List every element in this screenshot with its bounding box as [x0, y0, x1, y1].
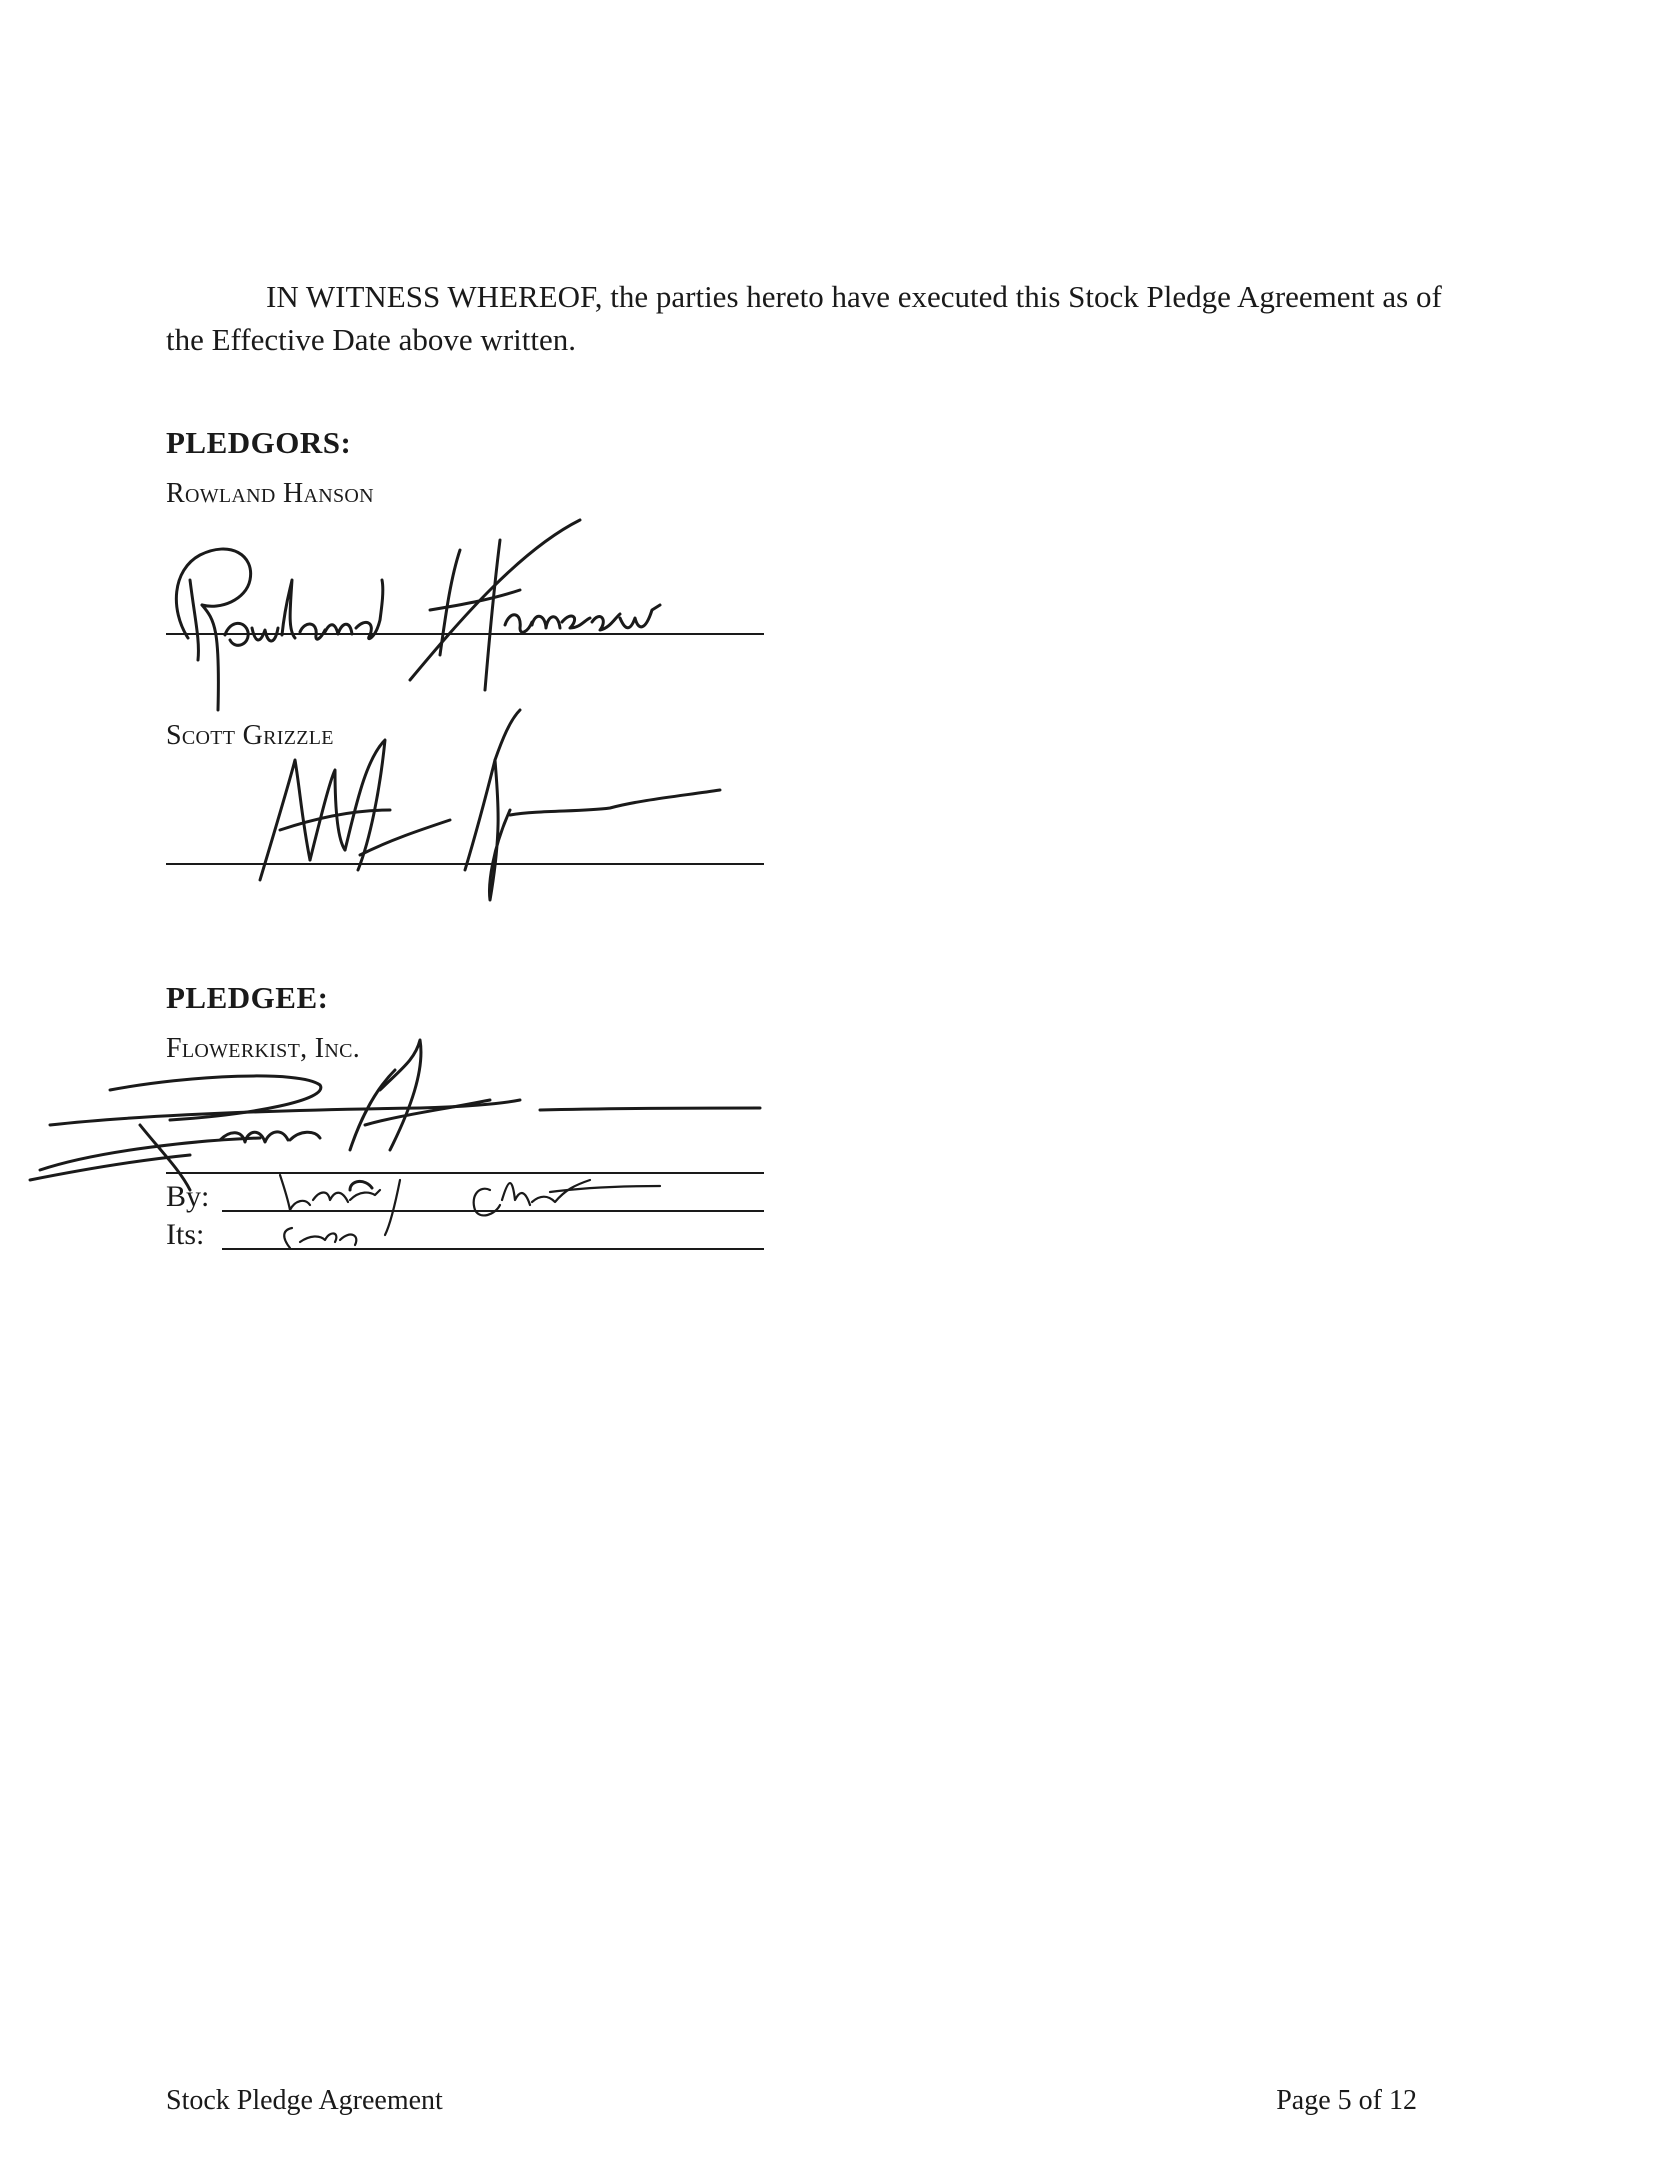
signature-line-pledgee — [166, 1172, 764, 1174]
pledgor-name-1: Rowland Hanson — [166, 478, 374, 509]
witness-clause: IN WITNESS WHEREOF, the parties hereto have executed this Stock Pledge Agreement as of the Effective Date above written. — [166, 279, 1442, 357]
signature-pledgee — [20, 1030, 760, 1260]
its-label: Its: — [166, 1218, 205, 1251]
signature-rowland-hanson — [160, 510, 780, 730]
signature-scott-grizzle — [240, 700, 760, 920]
signature-line-pledgor-1 — [166, 633, 764, 635]
by-line — [222, 1210, 764, 1212]
pledgor-name-2: Scott Grizzle — [166, 720, 334, 751]
footer-page-number: Page 5 of 12 — [1276, 2085, 1417, 2116]
pledgors-heading: PLEDGORS: — [166, 425, 352, 460]
by-label: By: — [166, 1180, 210, 1213]
pledgee-heading: PLEDGEE: — [166, 980, 329, 1015]
signature-line-pledgor-2 — [166, 863, 764, 865]
footer-document-title: Stock Pledge Agreement — [166, 2085, 443, 2116]
pledgee-company: Flowerkist, Inc. — [166, 1033, 361, 1064]
its-line — [222, 1248, 764, 1250]
